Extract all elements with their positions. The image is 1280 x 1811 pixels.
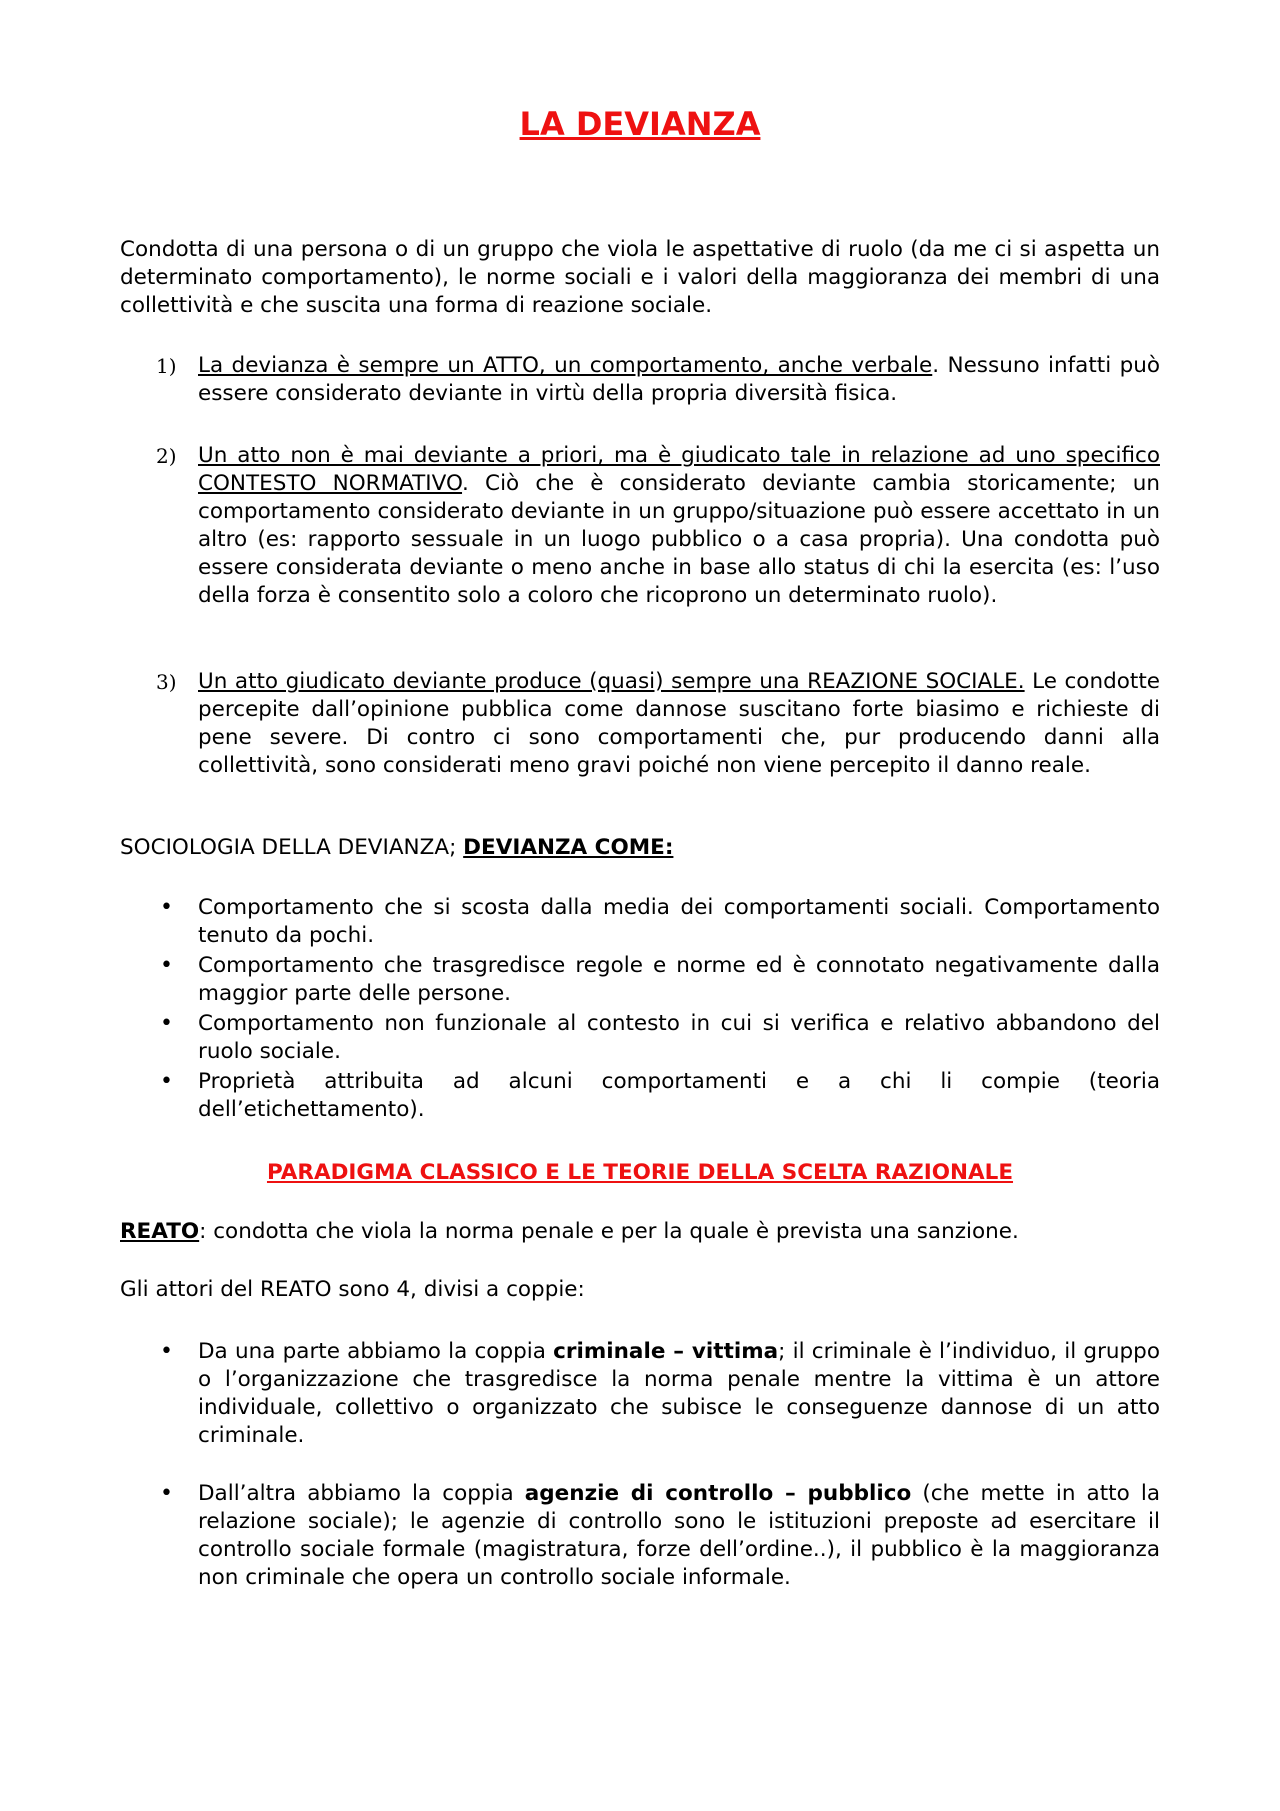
item-text: Da una parte abbiamo la coppia [198, 1339, 554, 1364]
sociologia-line [120, 834, 1160, 862]
list-item [156, 1480, 1160, 1592]
bullet-text: Comportamento che trasgredisce regole e norme ed è connotato negativamente dalla maggior parte delle persone. [198, 953, 1160, 1006]
bullet-icon: • [160, 953, 173, 978]
underlined-text: Un atto non è mai deviante a priori, ma è giudicato tale in relazione ad uno specifico CONTESTO NORMATIVO [198, 443, 1160, 496]
section-heading: PARADIGMA CLASSICO E LE TEORIE DELLA SCELTA RAZIONALE [266, 1160, 1014, 1185]
item-text: Dall’altra abbiamo la coppia [198, 1481, 525, 1506]
item-text: . Nessuno infatti può essere considerato deviante in virtù della propria diversità fisica. [198, 353, 1160, 406]
numbered-item [156, 442, 1160, 610]
list-item [156, 1338, 1160, 1450]
numbered-item [156, 668, 1160, 780]
list-item [156, 1068, 1160, 1124]
document-title: LA DEVIANZA [519, 105, 761, 143]
list-marker: 2) [156, 444, 177, 468]
underlined-text: La devianza è sempre un ATTO, un comportamento, anche verbale [198, 353, 933, 378]
item-text: Le condotte percepite dall’opinione pubblica come dannose suscitano forte biasimo e richieste di pene severe. Di contro ci sono comportamenti che, pur producendo danni alla collettività, sono considerati meno gravi poiché non viene percepito il danno reale. [198, 669, 1160, 778]
item-text: . Ciò che è considerato deviante cambia storicamente; un comportamento considerato deviante in un gruppo/situazione può essere accettato in un altro (es: rapporto sessuale in un luogo pubblico o a casa propria). Una condotta può essere considerata deviante o meno anche in base allo status di chi la esercita (es: l’uso della forza è consentito solo a coloro che ricoprono un determinato ruolo). [198, 471, 1160, 608]
bullet-icon: • [160, 895, 173, 920]
bold-term: agenzie di controllo – pubblico [524, 1481, 912, 1506]
intro-paragraph: Condotta di una persona o di un gruppo che viola le aspettative di ruolo (da me ci si aspetta un determinato comportamento), le norme sociali e i valori della maggioranza dei membri di una collettività e che suscita una forma di reazione sociale. [120, 237, 1160, 318]
bold-term: criminale – vittima [553, 1339, 779, 1364]
bullet-icon: • [160, 1481, 173, 1506]
list-item [156, 952, 1160, 1008]
list-marker: 1) [156, 354, 177, 378]
bullet-icon: • [160, 1339, 173, 1364]
item-text: (che mette in atto la relazione sociale); le agenzie di controllo sono le istituzioni preposte ad esercitare il controllo sociale formale (magistratura, forze dell’ordine..), il pubblico è la maggioranza non criminale che opera un controllo sociale informale. [198, 1481, 1160, 1590]
bullet-icon: • [160, 1011, 173, 1036]
sociologia-emph: DEVIANZA COME: [463, 835, 674, 860]
attori-intro: Gli attori del REATO sono 4, divisi a coppie: [120, 1277, 585, 1302]
list-item [156, 1010, 1160, 1066]
reato-def: : condotta che viola la norma penale e per la quale è prevista una sanzione. [199, 1219, 1019, 1244]
reato-definition [120, 1218, 1160, 1246]
reato-term: REATO [120, 1219, 200, 1244]
bullet-icon: • [160, 1069, 173, 1094]
bullet-text: Comportamento che si scosta dalla media dei comportamenti sociali. Comportamento tenuto da pochi. [198, 895, 1160, 948]
list-item [156, 894, 1160, 950]
list-marker: 3) [156, 670, 177, 694]
bullet-text: Comportamento non funzionale al contesto in cui si verifica e relativo abbandono del ruolo sociale. [198, 1011, 1160, 1064]
underlined-text: Un atto giudicato deviante produce (quasi) sempre una REAZIONE SOCIALE. [198, 669, 1025, 694]
bullet-text: Proprietà attribuita ad alcuni comportamenti e a chi li compie (teoria dell’etichettamento). [198, 1069, 1160, 1122]
sociologia-prefix: SOCIOLOGIA DELLA DEVIANZA; [120, 835, 464, 860]
numbered-item [156, 352, 1160, 408]
item-text: ; il criminale è l’individuo, il gruppo o l’organizzazione che trasgredisce la norma penale mentre la vittima è un attore individuale, collettivo o organizzato che subisce le conseguenze dannose di un atto criminale. [198, 1339, 1160, 1448]
